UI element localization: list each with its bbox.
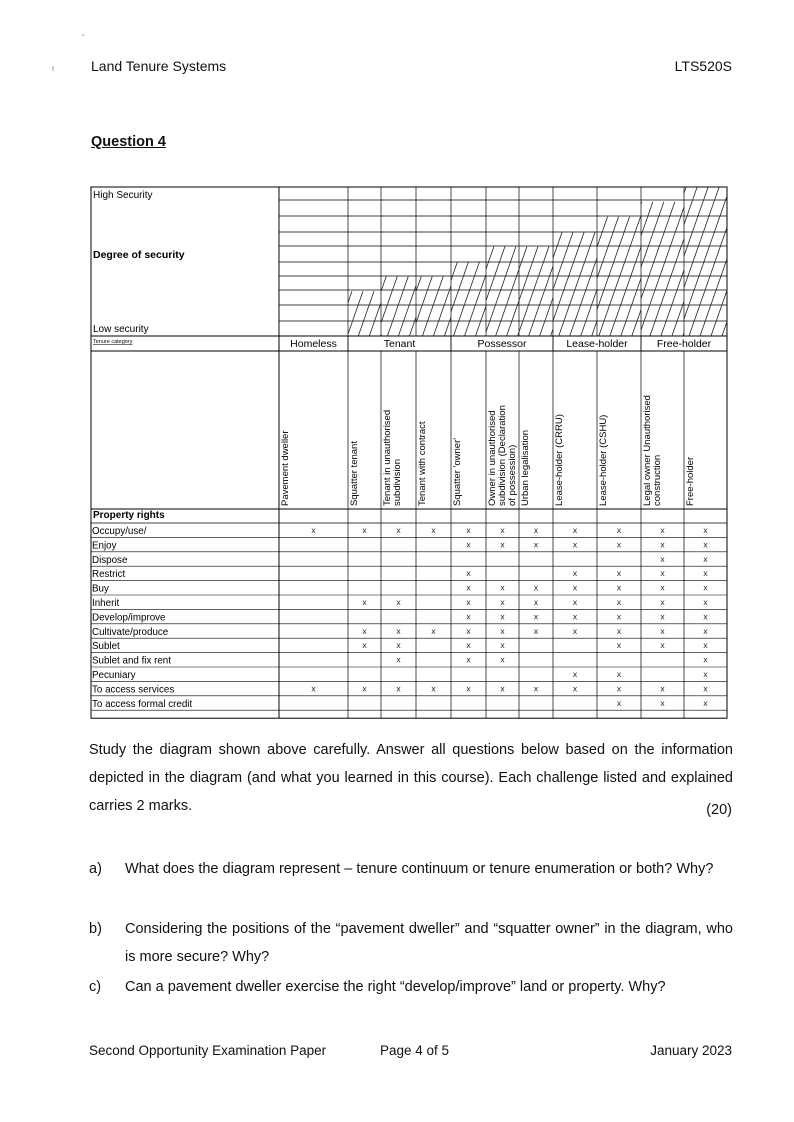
right-mark: x (616, 684, 622, 694)
hatch-line (641, 207, 684, 330)
footer-exam: Second Opportunity Examination Paper (89, 1043, 327, 1058)
hatch-line (599, 217, 641, 336)
right-mark: x (572, 598, 578, 607)
right-mark: x (431, 684, 436, 694)
question-label: b) (89, 921, 102, 937)
right-mark: x (660, 626, 665, 636)
property-rights-label: Property rights (93, 510, 165, 521)
right-mark: x (500, 583, 505, 593)
right-mark: x (616, 698, 622, 708)
hatch-line (486, 247, 494, 270)
right-mark: x (396, 655, 401, 665)
right-mark: x (466, 569, 471, 579)
right-mark: x (533, 598, 539, 607)
category-label: Lease-holder (566, 338, 628, 350)
hatch-line (570, 258, 597, 336)
right-label: To access services (92, 684, 175, 696)
right-mark: x (500, 598, 505, 607)
right-mark: x (466, 684, 471, 694)
right-mark: x (660, 641, 665, 651)
right-mark: x (703, 641, 708, 651)
instructions: Study the diagram shown above carefully. Answer all questions below based on the information depicted in the diagram (and what you learned in this course). Each challenge listed and explained carries 2 marks. (89, 742, 733, 814)
question-c (89, 973, 733, 1001)
column-header-label: Free-holder (685, 456, 696, 506)
low-security-label: Low security (93, 324, 149, 335)
hatch-line (684, 187, 719, 287)
hatch-line (641, 202, 653, 236)
hatch-line (486, 247, 516, 332)
right-mark: x (616, 626, 622, 636)
right-mark: x (500, 526, 505, 535)
question-label: c) (89, 979, 102, 995)
right-mark: x (572, 670, 578, 679)
hatch-line (641, 202, 675, 299)
right-label: Restrict (92, 569, 126, 581)
right-mark: x (616, 583, 622, 593)
question-text: Can a pavement dweller exercise the right “develop/improve” land or property. Why? (125, 979, 666, 995)
hatch-line (519, 247, 527, 270)
column-header-label: subdivision (392, 459, 403, 506)
right-mark: x (660, 554, 665, 564)
column-header-label: Lease-holder (CSHU) (598, 414, 609, 506)
right-mark: x (616, 598, 622, 607)
right-mark: x (660, 684, 665, 694)
hatch-line (553, 232, 573, 290)
right-mark: x (500, 540, 505, 550)
column-header-label: Legal owner Unauthorised (642, 395, 653, 506)
right-mark: x (466, 598, 471, 607)
right-mark: x (466, 655, 471, 665)
hatch-line (592, 321, 597, 336)
right-mark: x (466, 526, 471, 535)
hatch-line (621, 278, 641, 336)
hatch-line (689, 227, 727, 336)
hatch-line (369, 303, 381, 336)
marks-total: (20) (706, 802, 732, 818)
right-mark: x (703, 526, 708, 535)
column-header-label: Squatter 'owner' (452, 437, 463, 506)
right-label: Cultivate/produce (92, 626, 169, 638)
column-header-label: construction (652, 454, 663, 506)
right-mark: x (660, 698, 665, 708)
hatch-line (540, 298, 553, 336)
right-label: Pecuniary (92, 670, 136, 681)
hatch-line (381, 276, 386, 291)
right-mark: x (572, 612, 578, 622)
right-mark: x (616, 670, 622, 679)
right-mark: x (660, 569, 665, 579)
right-mark: x (660, 598, 665, 607)
right-mark: x (703, 626, 708, 636)
footer-date: January 2023 (650, 1043, 732, 1058)
right-mark: x (533, 626, 539, 636)
right-mark: x (660, 526, 665, 535)
security-hatching (348, 187, 727, 336)
hatch-line (398, 286, 416, 336)
right-mark: x (703, 540, 708, 550)
right-mark: x (660, 612, 665, 622)
header-code: LTS520S (674, 58, 732, 74)
right-mark: x (500, 612, 505, 622)
hatch-line (507, 301, 519, 336)
right-mark: x (703, 554, 708, 564)
right-label: To access formal credit (92, 698, 193, 710)
question-b (89, 915, 733, 971)
right-mark: x (703, 655, 708, 665)
right-mark: x (572, 569, 578, 579)
right-mark: x (311, 526, 316, 535)
hatch-line (661, 270, 684, 336)
right-mark: x (466, 612, 471, 622)
right-mark: x (572, 626, 578, 636)
right-mark: x (311, 684, 316, 694)
category-label: Possessor (477, 338, 527, 350)
right-label: Occupy/use/ (92, 526, 147, 537)
hatch-line (641, 202, 664, 267)
column-header-label: Owner in unauthorised (487, 410, 498, 506)
right-mark: x (362, 598, 367, 607)
right-mark: x (466, 626, 471, 636)
right-mark: x (703, 684, 708, 694)
column-header-label: Urban legalisation (520, 429, 531, 506)
right-mark: x (703, 583, 708, 593)
right-mark: x (362, 684, 367, 694)
right-mark: x (703, 598, 708, 607)
right-mark: x (660, 540, 665, 550)
column-header-label: of possession) (507, 444, 518, 506)
hatch-line (387, 276, 408, 336)
right-mark: x (616, 526, 622, 535)
rights-labels (92, 526, 192, 710)
right-mark: x (616, 641, 622, 651)
hatch-line (416, 276, 421, 291)
right-mark: x (533, 583, 539, 593)
right-mark: x (362, 641, 367, 651)
right-mark: x (572, 684, 578, 694)
hatch-line (650, 239, 684, 336)
right-mark: x (572, 583, 578, 593)
right-label: Sublet and fix rent (92, 655, 171, 667)
hatch-line (454, 262, 480, 337)
question-title: Question 4 (91, 134, 166, 150)
right-mark: x (500, 626, 505, 636)
degree-of-security-label: Degree of security (93, 249, 185, 261)
hatch-line (444, 317, 451, 336)
right-mark: x (396, 598, 401, 607)
stray-mark: ° (82, 34, 85, 41)
hatch-line (348, 291, 363, 334)
hatch-line (632, 310, 641, 336)
right-mark: x (616, 540, 622, 550)
right-mark: x (396, 641, 401, 651)
right-mark: x (703, 612, 708, 622)
right-mark: x (466, 540, 471, 550)
right-mark: x (703, 670, 708, 679)
hatch-line (597, 217, 619, 278)
hatch-line (722, 322, 727, 336)
right-mark: x (572, 526, 578, 535)
right-mark: x (362, 626, 367, 636)
hatch-line (519, 247, 538, 301)
right-mark: x (703, 569, 708, 579)
right-mark: x (466, 583, 471, 593)
column-header-label: Tenant in unauthorised (382, 409, 393, 506)
right-mark: x (572, 540, 578, 550)
hatch-line (409, 317, 416, 336)
right-label: Inherit (92, 598, 120, 609)
hatch-line (451, 262, 458, 281)
question-text: Considering the positions of the “pavement dweller” and “squatter owner” in the diagram, who is more secure? Why? (125, 921, 733, 965)
hatch-line (684, 187, 697, 225)
hatch-line (422, 276, 443, 336)
rights-marks (311, 526, 708, 708)
right-mark: x (500, 641, 505, 651)
high-security-label: High Security (93, 190, 153, 201)
right-mark: x (500, 684, 505, 694)
right-mark: x (431, 526, 436, 535)
hatch-line (451, 262, 469, 312)
column-header-label: Squatter tenant (349, 441, 360, 506)
right-mark: x (533, 684, 539, 694)
hatch-line (559, 232, 596, 336)
right-label: Dispose (92, 554, 128, 566)
table-frame (91, 187, 727, 718)
hatch-line (348, 291, 352, 302)
right-mark: x (660, 583, 665, 593)
hatch-line (700, 259, 727, 336)
right-mark: x (396, 626, 401, 636)
header-course: Land Tenure Systems (91, 58, 227, 74)
right-label: Buy (92, 583, 109, 595)
category-label: Free-holder (656, 338, 712, 350)
right-mark: x (396, 526, 401, 535)
hatch-line (529, 266, 553, 336)
right-mark: x (431, 626, 436, 636)
hatch-line (684, 196, 727, 319)
stray-mark: ℓ (52, 66, 55, 73)
right-mark: x (533, 526, 539, 535)
right-mark: x (396, 684, 401, 694)
column-header-label: Pavement dweller (280, 430, 291, 506)
right-mark: x (466, 641, 471, 651)
right-label: Develop/improve (92, 612, 166, 624)
right-mark: x (703, 698, 708, 708)
right-mark: x (500, 655, 505, 665)
category-label: Tenant (383, 338, 416, 350)
hatch-line (553, 232, 562, 258)
hatch-line (486, 247, 505, 301)
hatch-line (672, 301, 684, 336)
question-a (89, 855, 733, 911)
right-mark: x (616, 612, 622, 622)
hatch-line (496, 269, 519, 336)
tenure-categories (290, 338, 711, 350)
column-header-label: subdivision (Declaration (497, 405, 508, 506)
hatch-line (551, 329, 553, 336)
column-header-label: Tenant with contract (417, 421, 428, 506)
hatch-line (433, 286, 451, 336)
right-mark: x (533, 612, 539, 622)
question-label: a) (89, 861, 102, 877)
right-mark: x (533, 540, 539, 550)
question-text: What does the diagram represent – tenure continuum or tenure enumeration or both? Why? (125, 861, 714, 877)
footer-page: Page 4 of 5 (380, 1043, 450, 1058)
tenure-category-label: Tenure category (93, 339, 133, 345)
diagram-grid (91, 187, 727, 718)
column-header-label: Lease-holder (CRRU) (554, 414, 565, 506)
right-mark: x (616, 569, 622, 579)
right-mark: x (362, 526, 367, 535)
right-label: Sublet (92, 641, 120, 653)
right-label: Enjoy (92, 540, 117, 552)
hatch-line (519, 247, 549, 332)
category-label: Homeless (290, 338, 337, 350)
column-headers (280, 395, 696, 506)
